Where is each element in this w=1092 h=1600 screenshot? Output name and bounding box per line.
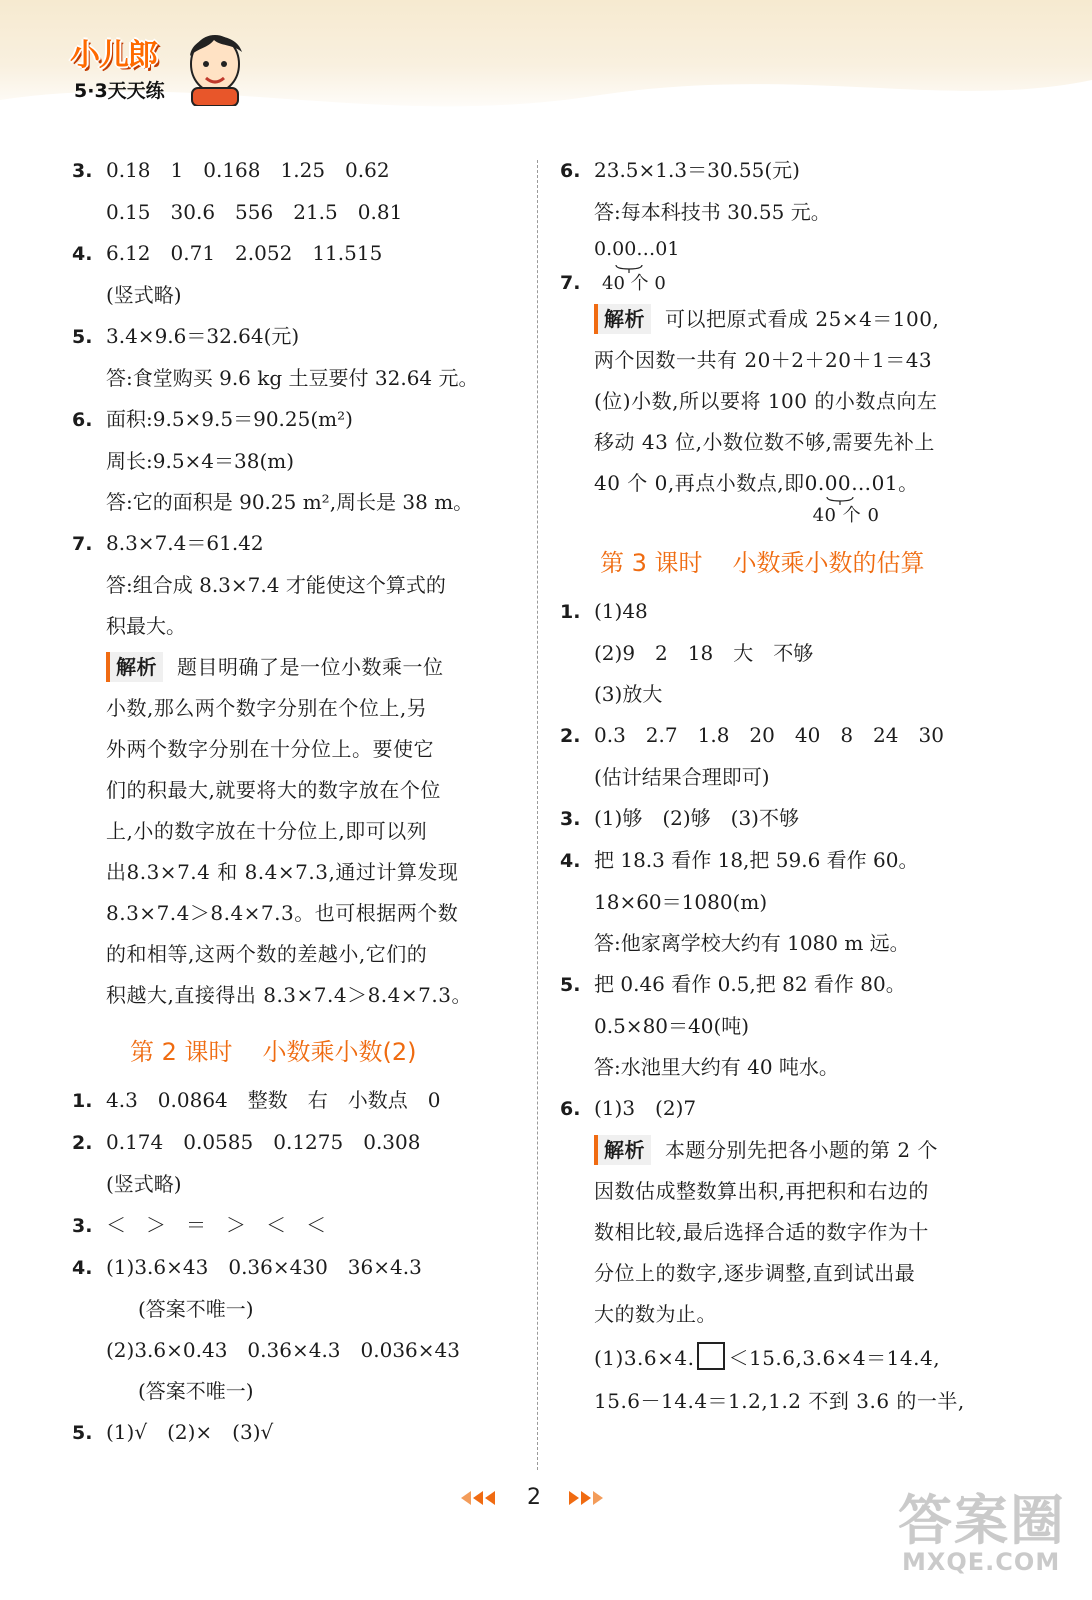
left-column [72,150,522,1454]
blank-box [697,1342,725,1370]
answer-text: 把 18.3 看作 18,把 59.6 看作 60。 [594,848,919,872]
lesson2-answer-3 [72,1205,522,1247]
answer-7-cont: 积最大。 [106,614,186,638]
question-number: 2. [560,725,581,747]
analysis-line: 分位上的数字,逐步调整,直到试出最 [594,1261,916,1285]
section-topic: 小数乘小数(2) [262,1038,417,1066]
answer-text: (1)√ (2)× (3)√ [106,1420,274,1444]
lesson3-answer-1-cont: (2)9 2 18 大 不够 [594,641,814,665]
page-number: 2 [527,1485,541,1510]
watermark-url: MXQE.COM [902,1548,1061,1576]
analysis-line: 的和相等,这两个数的差越小,它们的 [106,942,428,966]
answer-text: (1)3 (2)7 [594,1096,697,1120]
analysis-tag: 解析 [594,304,651,334]
analysis-text: 40 个 0,再点小数点,即 [594,471,805,495]
analysis-block [72,647,522,1016]
answer-text: 4.3 0.0864 整数 右 小数点 0 [106,1088,441,1112]
lesson3-answer-5-cont: 0.5×80＝40(吨) [594,1014,750,1038]
analysis-line: 因数估成整数算出积,再把积和右边的 [594,1179,929,1203]
lesson3-answer-1-cont: (3)放大 [594,682,663,706]
question-number: 4. [72,243,93,265]
lesson2-answer-1 [72,1080,522,1122]
analysis-line: 数相比较,最后选择合适的数字作为十 [594,1220,929,1244]
question-number: 5. [72,1422,93,1444]
section-label: 第 3 课时 [600,549,703,577]
lesson2-answer-4-note: (答案不唯一) [138,1379,254,1403]
site-watermark [890,1478,1070,1588]
analysis-tag: 解析 [594,1135,651,1165]
mascot-icon [184,26,246,106]
question-number: 6. [560,1098,581,1120]
calc-text: (1)3.6×4. [594,1346,695,1370]
lesson3-answer-6 [560,1088,1010,1130]
answer-text: 8.3×7.4＝61.42 [106,531,264,555]
lesson2-answer-5 [72,1412,522,1454]
analysis-block [560,1130,1010,1422]
answer-text: (1)够 (2)够 (3)不够 [594,806,799,830]
answer-4 [72,233,522,275]
analysis-text: 题目明确了是一位小数乘一位 [177,655,444,679]
answer-6-cont: 答:它的面积是 90.25 m²,周长是 38 m。 [106,490,474,514]
answer-text: 把 0.46 看作 0.5,把 82 看作 80。 [594,972,906,996]
answer-5 [72,316,522,358]
section-title-lesson-2 [72,1030,522,1074]
analysis-line: 两个因数一共有 20＋2＋20＋1＝43 [594,348,933,372]
question-number: 7. [560,272,581,294]
answer-text: (1)48 [594,599,648,623]
question-number: 4. [72,1257,93,1279]
analysis-line: 们的积最大,就要将大的数字放在个位 [106,778,441,802]
analysis-text: 可以把原式看成 25×4＝100, [665,307,940,331]
analysis-line: 上,小的数字放在十分位上,即可以列 [106,819,428,843]
answer-text: 23.5×1.3＝30.55(元) [594,158,800,182]
analysis-line [594,1130,1010,1171]
lesson3-answer-2 [560,715,1010,757]
question-number: 5. [560,974,581,996]
answer-7-cont: 答:组合成 8.3×7.4 才能使这个算式的 [106,573,446,597]
decimal-with-brace [594,233,679,294]
analysis-line [106,647,522,688]
answer-text: 0.3 2.7 1.8 20 40 8 24 30 [594,723,944,747]
answer-6-cont: 周长:9.5×4＝38(m) [106,449,295,473]
question-number: 3. [72,160,93,182]
lesson3-answer-5 [560,964,1010,1006]
analysis-text: 。 [898,471,919,495]
watermark-title: 答案圈 [898,1489,1066,1552]
analysis-tag: 解析 [106,652,163,682]
analysis-text: 本题分别先把各小题的第 2 个 [665,1138,938,1162]
lesson2-answer-4-note: (答案不唯一) [138,1297,254,1321]
answer-3-cont: 0.15 30.6 556 21.5 0.81 [106,200,403,224]
column-divider [537,160,538,1470]
answer-text: 6.12 0.71 2.052 11.515 [106,241,383,265]
calc-text: ＜15.6,3.6×4＝14.4, [728,1346,941,1370]
analysis-line: 15.6－14.4＝1.2,1.2 不到 3.6 的一半, [594,1389,965,1413]
brand-title: 小儿郎 [70,38,157,73]
lesson3-answer-4-cont: 答:他家离学校大约有 1080 m 远。 [594,931,910,955]
answer-5-cont: 答:食堂购买 9.6 kg 土豆要付 32.64 元。 [106,366,479,390]
lesson3-answer-4 [560,840,1010,882]
analysis-line [594,1335,1010,1381]
prev-arrows-icon [455,1488,499,1508]
answer-text: 面积:9.5×9.5＝90.25(m²) [106,407,353,431]
section-title-lesson-3 [560,541,1010,585]
question-number: 2. [72,1132,93,1154]
section-label: 第 2 课时 [130,1038,233,1066]
question-number: 6. [72,409,93,431]
question-number: 3. [72,1215,93,1237]
analysis-line [594,299,1010,340]
lesson2-answer-2 [72,1122,522,1164]
decimal-value: 0.00…01 [594,238,680,260]
answer-text: 0.18 1 0.168 1.25 0.62 [106,158,390,182]
analysis-line: 8.3×7.4＞8.4×7.3。也可根据两个数 [106,901,459,925]
analysis-line: 出8.3×7.4 和 8.4×7.3,通过计算发现 [106,860,459,884]
analysis-line: 移动 43 位,小数位数不够,需要先补上 [594,430,935,454]
answer-4-cont: (竖式略) [106,283,182,307]
answer-text: 3.4×9.6＝32.64(元) [106,324,300,348]
answer-7 [560,233,1010,293]
question-number: 1. [72,1090,93,1112]
analysis-line [594,463,1010,527]
answer-text: 0.174 0.0585 0.1275 0.308 [106,1130,421,1154]
brace-label: 40 个 0 [602,273,666,294]
analysis-line: 外两个数字分别在十分位上。要使它 [106,737,434,761]
lesson3-answer-2-cont: (估计结果合理即可) [594,765,770,789]
decimal-with-brace [805,463,898,526]
next-arrows-icon [565,1488,609,1508]
question-number: 4. [560,850,581,872]
answer-3 [72,150,522,192]
question-number: 6. [560,160,581,182]
analysis-block [560,299,1010,527]
analysis-line: 小数,那么两个数字分别在个位上,另 [106,696,428,720]
brand-logo [64,26,244,106]
lesson3-answer-4-cont: 18×60＝1080(m) [594,890,768,914]
lesson3-answer-5-cont: 答:水池里大约有 40 吨水。 [594,1055,839,1079]
brace-label: 40 个 0 [812,505,880,526]
series-title: 5·3天天练 [74,80,165,102]
analysis-line: (位)小数,所以要将 100 的小数点向左 [594,389,938,413]
analysis-line: 积越大,直接得出 8.3×7.4＞8.4×7.3。 [106,983,472,1007]
answer-7 [72,523,522,565]
answer-text: ＜ ＞ ＝ ＞ ＜ ＜ [106,1213,326,1237]
question-number: 7. [72,533,93,555]
answer-text: (1)3.6×43 0.36×430 36×4.3 [106,1255,422,1279]
decimal-value: 0.00…01 [804,471,899,495]
analysis-line: 大的数为止。 [594,1302,717,1326]
answer-6-cont: 答:每本科技书 30.55 元。 [594,200,831,224]
lesson2-answer-2-cont: (竖式略) [106,1172,182,1196]
question-number: 1. [560,601,581,623]
section-topic: 小数乘小数的估算 [732,549,925,577]
lesson3-answer-1 [560,591,1010,633]
question-number: 3. [560,808,581,830]
lesson2-answer-4-cont: (2)3.6×0.43 0.36×4.3 0.036×43 [106,1338,460,1362]
answer-6 [72,399,522,441]
lesson2-answer-4 [72,1247,522,1289]
right-column [560,150,1010,1422]
lesson3-answer-3 [560,798,1010,840]
question-number: 5. [72,326,93,348]
answer-6 [560,150,1010,192]
